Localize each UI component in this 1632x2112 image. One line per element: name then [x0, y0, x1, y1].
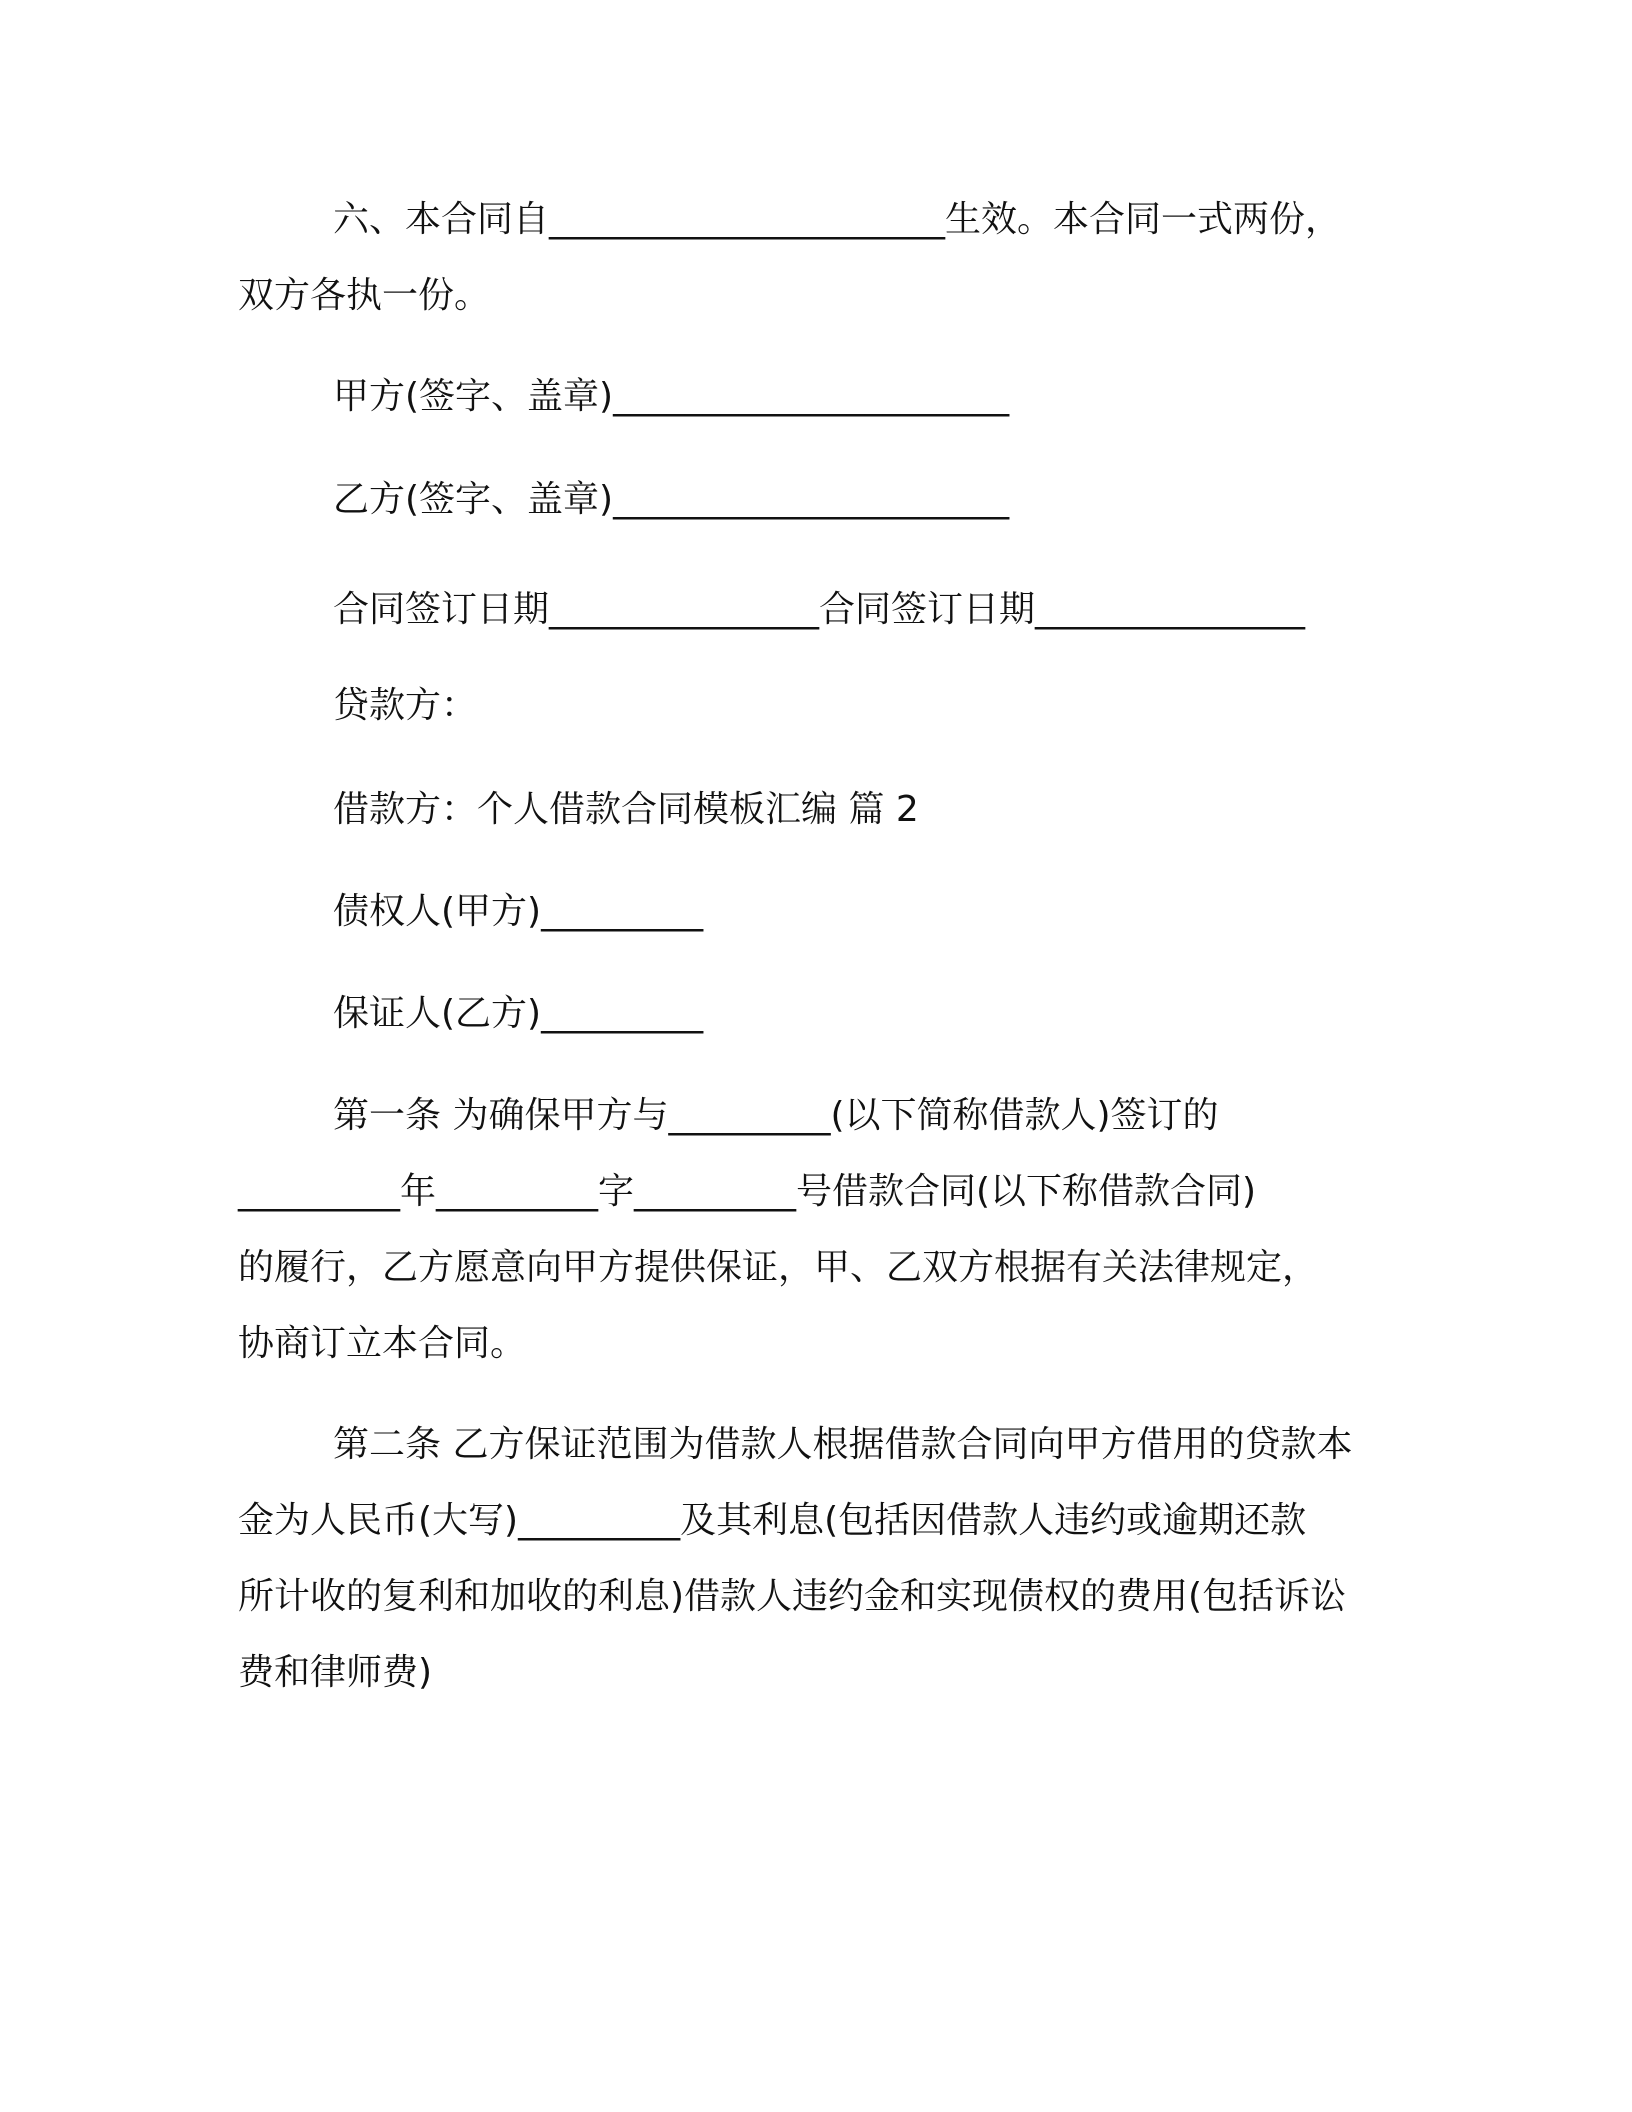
creditor-line: 债权人(甲方)_________	[333, 891, 704, 932]
guarantor-line: 保证人(乙方)_________	[333, 993, 704, 1034]
signing-date-line: 合同签订日期_______________合同签订日期_______________	[333, 589, 1306, 630]
article-two-line-4: 费和律师费)	[238, 1652, 433, 1693]
article-one-line-2: _________年_________字_________号借款合同(以下称借款合同)	[238, 1171, 1257, 1212]
article-two-line-1: 第二条 乙方保证范围为借款人根据借款合同向甲方借用的贷款本	[333, 1424, 1353, 1465]
article-one-line-4: 协商订立本合同。	[238, 1323, 527, 1364]
lender-line: 贷款方：	[333, 685, 478, 726]
clause-six-line-2: 双方各执一份。	[238, 275, 491, 316]
party-a-signature-line: 甲方(签字、盖章)______________________	[333, 376, 1010, 417]
article-one-line-1: 第一条 为确保甲方与_________(以下简称借款人)签订的	[333, 1095, 1219, 1136]
clause-six-line-1: 六、本合同自______________________生效。本合同一式两份，	[333, 199, 1342, 240]
article-two-line-3: 所计收的复利和加收的利息)借款人违约金和实现债权的费用(包括诉讼	[238, 1576, 1347, 1617]
article-two-line-2: 金为人民币(大写)_________及其利息(包括因借款人违约或逾期还款	[238, 1500, 1307, 1541]
article-one-line-3: 的履行，乙方愿意向甲方提供保证，甲、乙双方根据有关法律规定，	[238, 1247, 1319, 1288]
party-b-signature-line: 乙方(签字、盖章)______________________	[333, 479, 1010, 520]
borrower-line: 借款方：个人借款合同模板汇编 篇 2	[333, 789, 919, 830]
